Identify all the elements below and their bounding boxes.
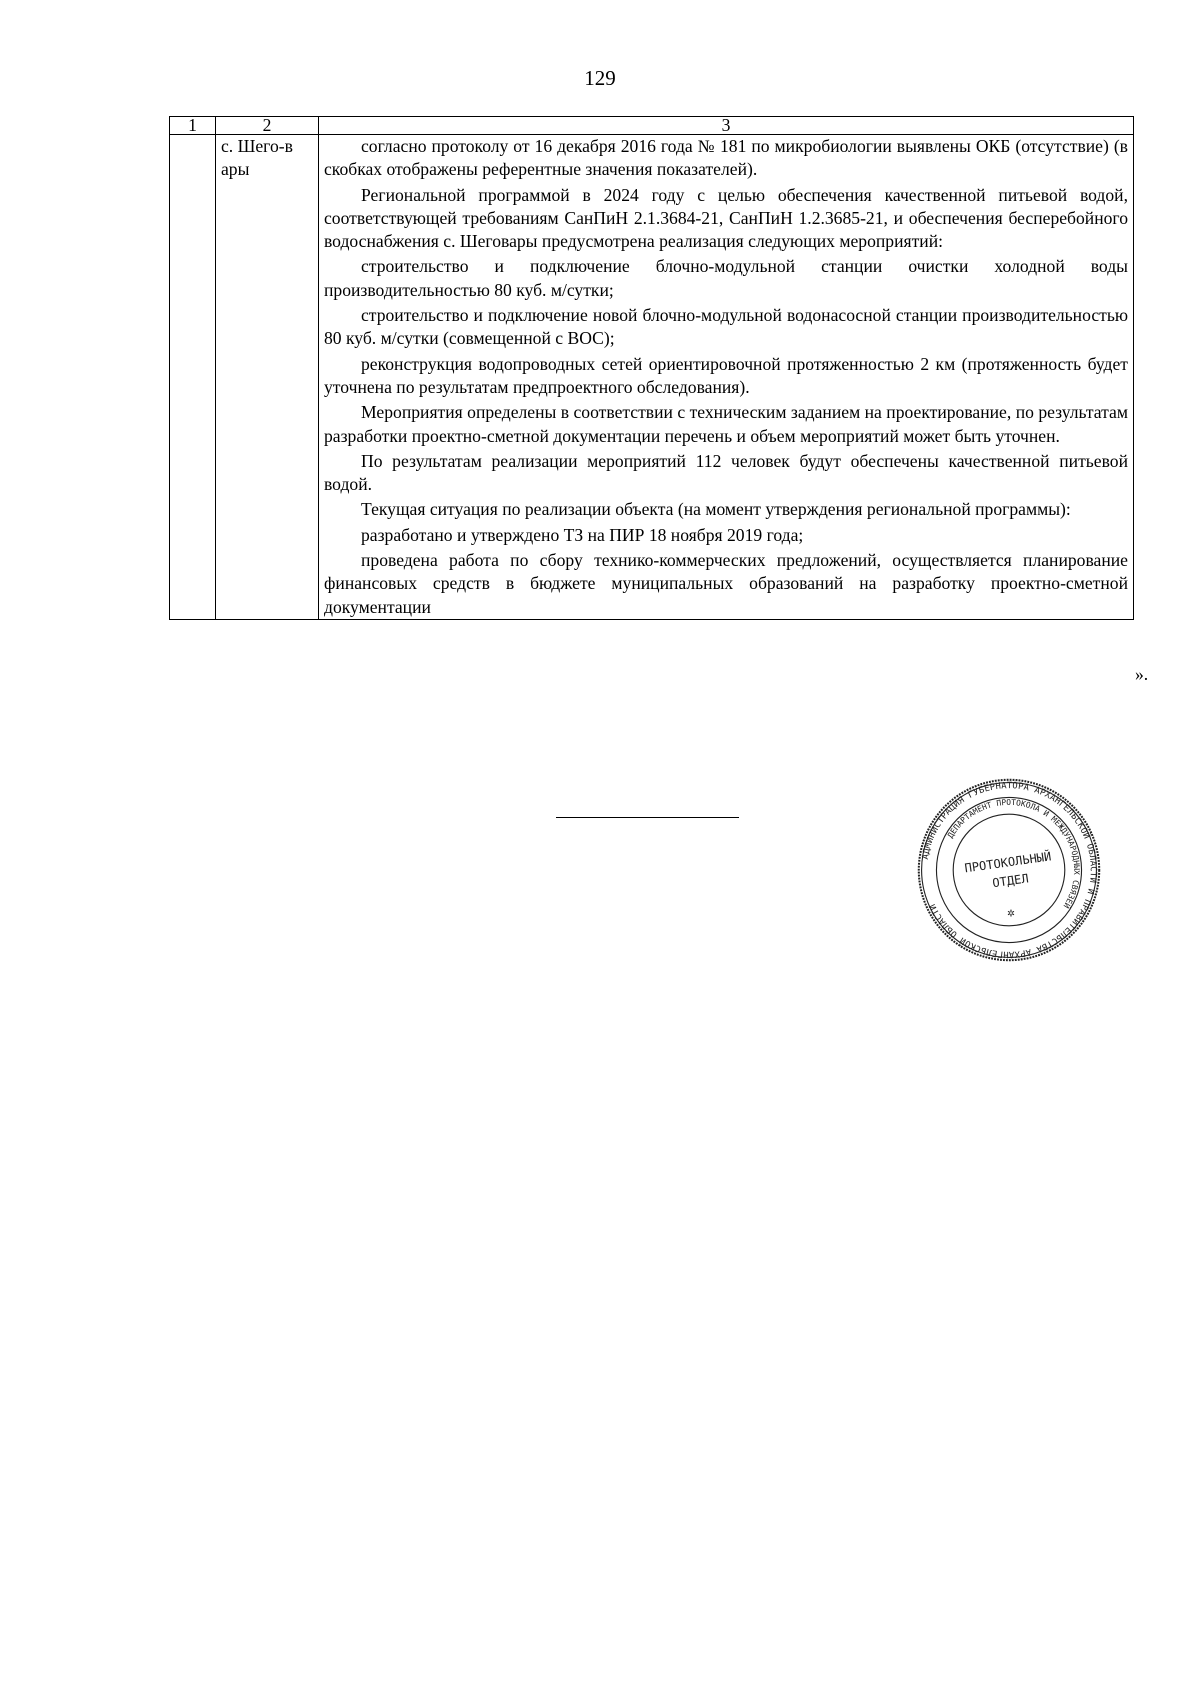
paragraph-10: проведена работа по сбору технико-коммерческих предложений, осуществляется планирование финансовых средств в бюджете муниципальных образований на разработку проектно-сметной документации	[324, 550, 1128, 617]
svg-text:АДМИНИСТРАЦИЯ ГУБЕРНАТОРА АРХА	[921, 781, 1098, 959]
paragraph-7: По результатам реализации мероприятий 112 человек будут обеспечены качественной питьевой водой.	[324, 450, 1128, 495]
paragraph-8: Текущая ситуация по реализации объекта (на момент утверждения региональной программы):	[361, 499, 1071, 520]
stamp-center-line-1: ПРОТОКОЛЬНЫЙ	[963, 849, 1053, 876]
official-stamp	[916, 777, 1102, 963]
header-col-3: 3	[319, 117, 1134, 135]
page-number: 129	[584, 66, 616, 90]
table-row	[170, 135, 1134, 620]
header-col-1: 1	[170, 117, 216, 135]
program-table	[169, 116, 1134, 620]
end-divider-line	[556, 817, 739, 818]
paragraph-9: разработано и утверждено ТЗ на ПИР 18 ноября 2019 года;	[361, 524, 804, 545]
header-col-2: 2	[216, 117, 319, 135]
table-header-row	[170, 117, 1134, 135]
stamp-center-line-2: ОТДЕЛ	[991, 871, 1030, 891]
paragraph-1: согласно протоколу от 16 декабря 2016 года № 181 по микробиологии выявлены ОКБ (отсутствие) (в скобках отображены референтные значения показателей).	[324, 136, 1128, 180]
stamp-star-icon: ✲	[1006, 909, 1015, 920]
description-cell	[319, 135, 1134, 620]
paragraph-4: строительство и подключение новой блочно-модульной водонасосной станции производительностью 80 куб. м/сутки (совмещенной с ВОС);	[324, 305, 1128, 349]
paragraph-6: Мероприятия определены в соответствии с техническим заданием на проектирование, по результатам разработки проектно-сметной документации перечень и объем мероприятий может быть уточнен.	[324, 402, 1128, 446]
stamp-outer-text: АДМИНИСТРАЦИЯ ГУБЕРНАТОРА АРХАНГЕЛЬСКОЙ ОБЛАСТИ И ПРАВИТЕЛЬСТВА АРХАНГЕЛЬСКОЙ ОБЛАСТИ	[920, 781, 1098, 959]
closing-quote: ».	[1135, 664, 1149, 684]
paragraph-2: Региональной программой в 2024 году с целью обеспечения качественной питьевой водой, соответствующей требованиям СанПиН 2.1.3684-21, СанПиН 1.2.3685-21, и обеспечения бесперебойного водоснабжения с. Шеговары предусмотрена реализация следующих мероприятий:	[324, 184, 1128, 252]
paragraph-3: строительство и подключение блочно-модульной станции очистки холодной воды производительностью 80 куб. м/сутки;	[324, 256, 1128, 300]
stamp-inner-text: ДЕПАРТАМЕНТ ПРОТОКОЛА И МЕЖДУНАРОДНЫХ СВЯЗЕЙ	[945, 797, 1082, 910]
row-number-cell	[170, 135, 216, 620]
paragraph-5: реконструкция водопроводных сетей ориентировочной протяженностью 2 км (протяженность будет уточнена по результатам предпроектного обследования).	[324, 353, 1128, 397]
locality-cell	[216, 135, 319, 620]
locality-name: с. Шего-вары	[221, 136, 293, 180]
